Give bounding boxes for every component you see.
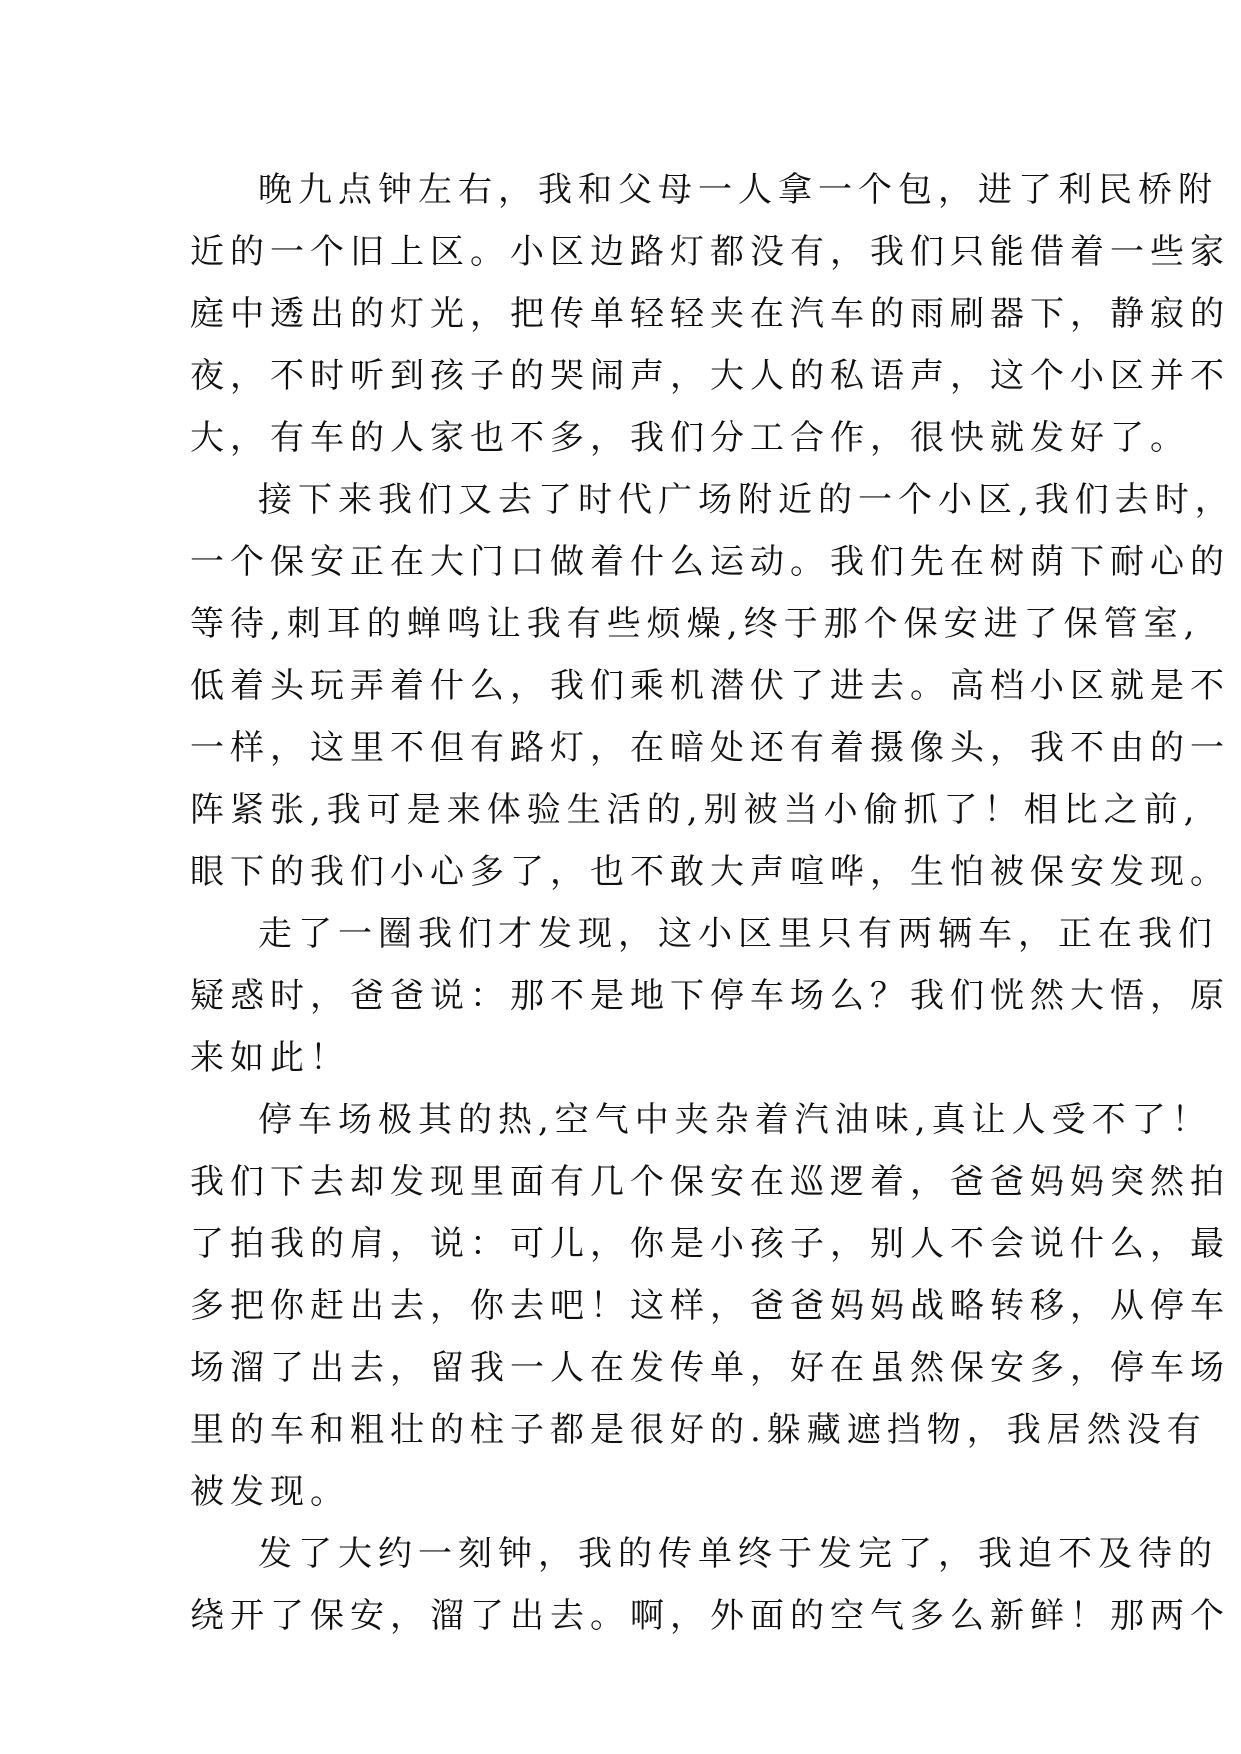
- text-line: 大，有车的人家也不多，我们分工合作，很快就发好了。: [190, 418, 1190, 458]
- text-line: 近的一个旧上区。小区边路灯都没有，我们只能借着一些家: [190, 232, 1230, 272]
- text-line: 庭中透出的灯光，把传单轻轻夹在汽车的雨刷器下，静寂的: [190, 294, 1230, 334]
- paragraph-5: [190, 1523, 1230, 1647]
- text-line: 晚九点钟左右，我和父母一人拿一个包，进了利民桥附: [258, 170, 1218, 210]
- text-line: 绕开了保安，溜了出去。啊，外面的空气多么新鲜！那两个: [190, 1596, 1230, 1636]
- text-line: 夜，不时听到孩子的哭闹声，大人的私语声，这个小区并不: [190, 356, 1230, 396]
- text-line: 被发现。: [190, 1472, 350, 1512]
- paragraph-2: [190, 469, 1235, 903]
- text-line: 多把你赶出去，你去吧！这样，爸爸妈妈战略转移，从停车: [190, 1286, 1230, 1326]
- text-line: 场溜了出去，留我一人在发传单，好在虽然保安多，停车场: [190, 1348, 1230, 1388]
- text-line: 停车场极其的热,空气中夹杂着汽油味,真让人受不了！: [258, 1100, 1212, 1140]
- paragraph-1: [190, 159, 1230, 469]
- text-line: 来如此！: [190, 1038, 350, 1078]
- text-line: 我们下去却发现里面有几个保安在巡逻着，爸爸妈妈突然拍: [190, 1162, 1230, 1202]
- text-line: 低着头玩弄着什么，我们乘机潜伏了进去。高档小区就是不: [190, 666, 1230, 706]
- text-line: 阵紧张,我可是来体验生活的,别被当小偷抓了！相比之前,: [190, 790, 1201, 830]
- text-line: 里的车和粗壮的柱子都是很好的.躲藏遮挡物，我居然没有: [190, 1410, 1207, 1450]
- text-line: 眼下的我们小心多了，也不敢大声喧哗，生怕被保安发现。: [190, 852, 1230, 892]
- text-line: 了拍我的肩，说：可儿，你是小孩子，别人不会说什么，最: [190, 1224, 1230, 1264]
- paragraph-3: [190, 903, 1230, 1089]
- text-line: 一样，这里不但有路灯，在暗处还有着摄像头，我不由的一: [190, 728, 1230, 768]
- document-body: [190, 159, 1235, 1647]
- text-line: 走了一圈我们才发现，这小区里只有两辆车，正在我们: [258, 914, 1218, 954]
- paragraph-4: [190, 1089, 1230, 1523]
- text-line: 发了大约一刻钟，我的传单终于发完了，我迫不及待的: [258, 1534, 1218, 1574]
- text-line: 疑惑时，爸爸说：那不是地下停车场么？我们恍然大悟，原: [190, 976, 1230, 1016]
- text-line: 接下来我们又去了时代广场附近的一个小区,我们去时，: [258, 480, 1235, 520]
- text-line: 等待,刺耳的蝉鸣让我有些烦燥,终于那个保安进了保管室,: [190, 604, 1201, 644]
- text-line: 一个保安正在大门口做着什么运动。我们先在树荫下耐心的: [190, 542, 1230, 582]
